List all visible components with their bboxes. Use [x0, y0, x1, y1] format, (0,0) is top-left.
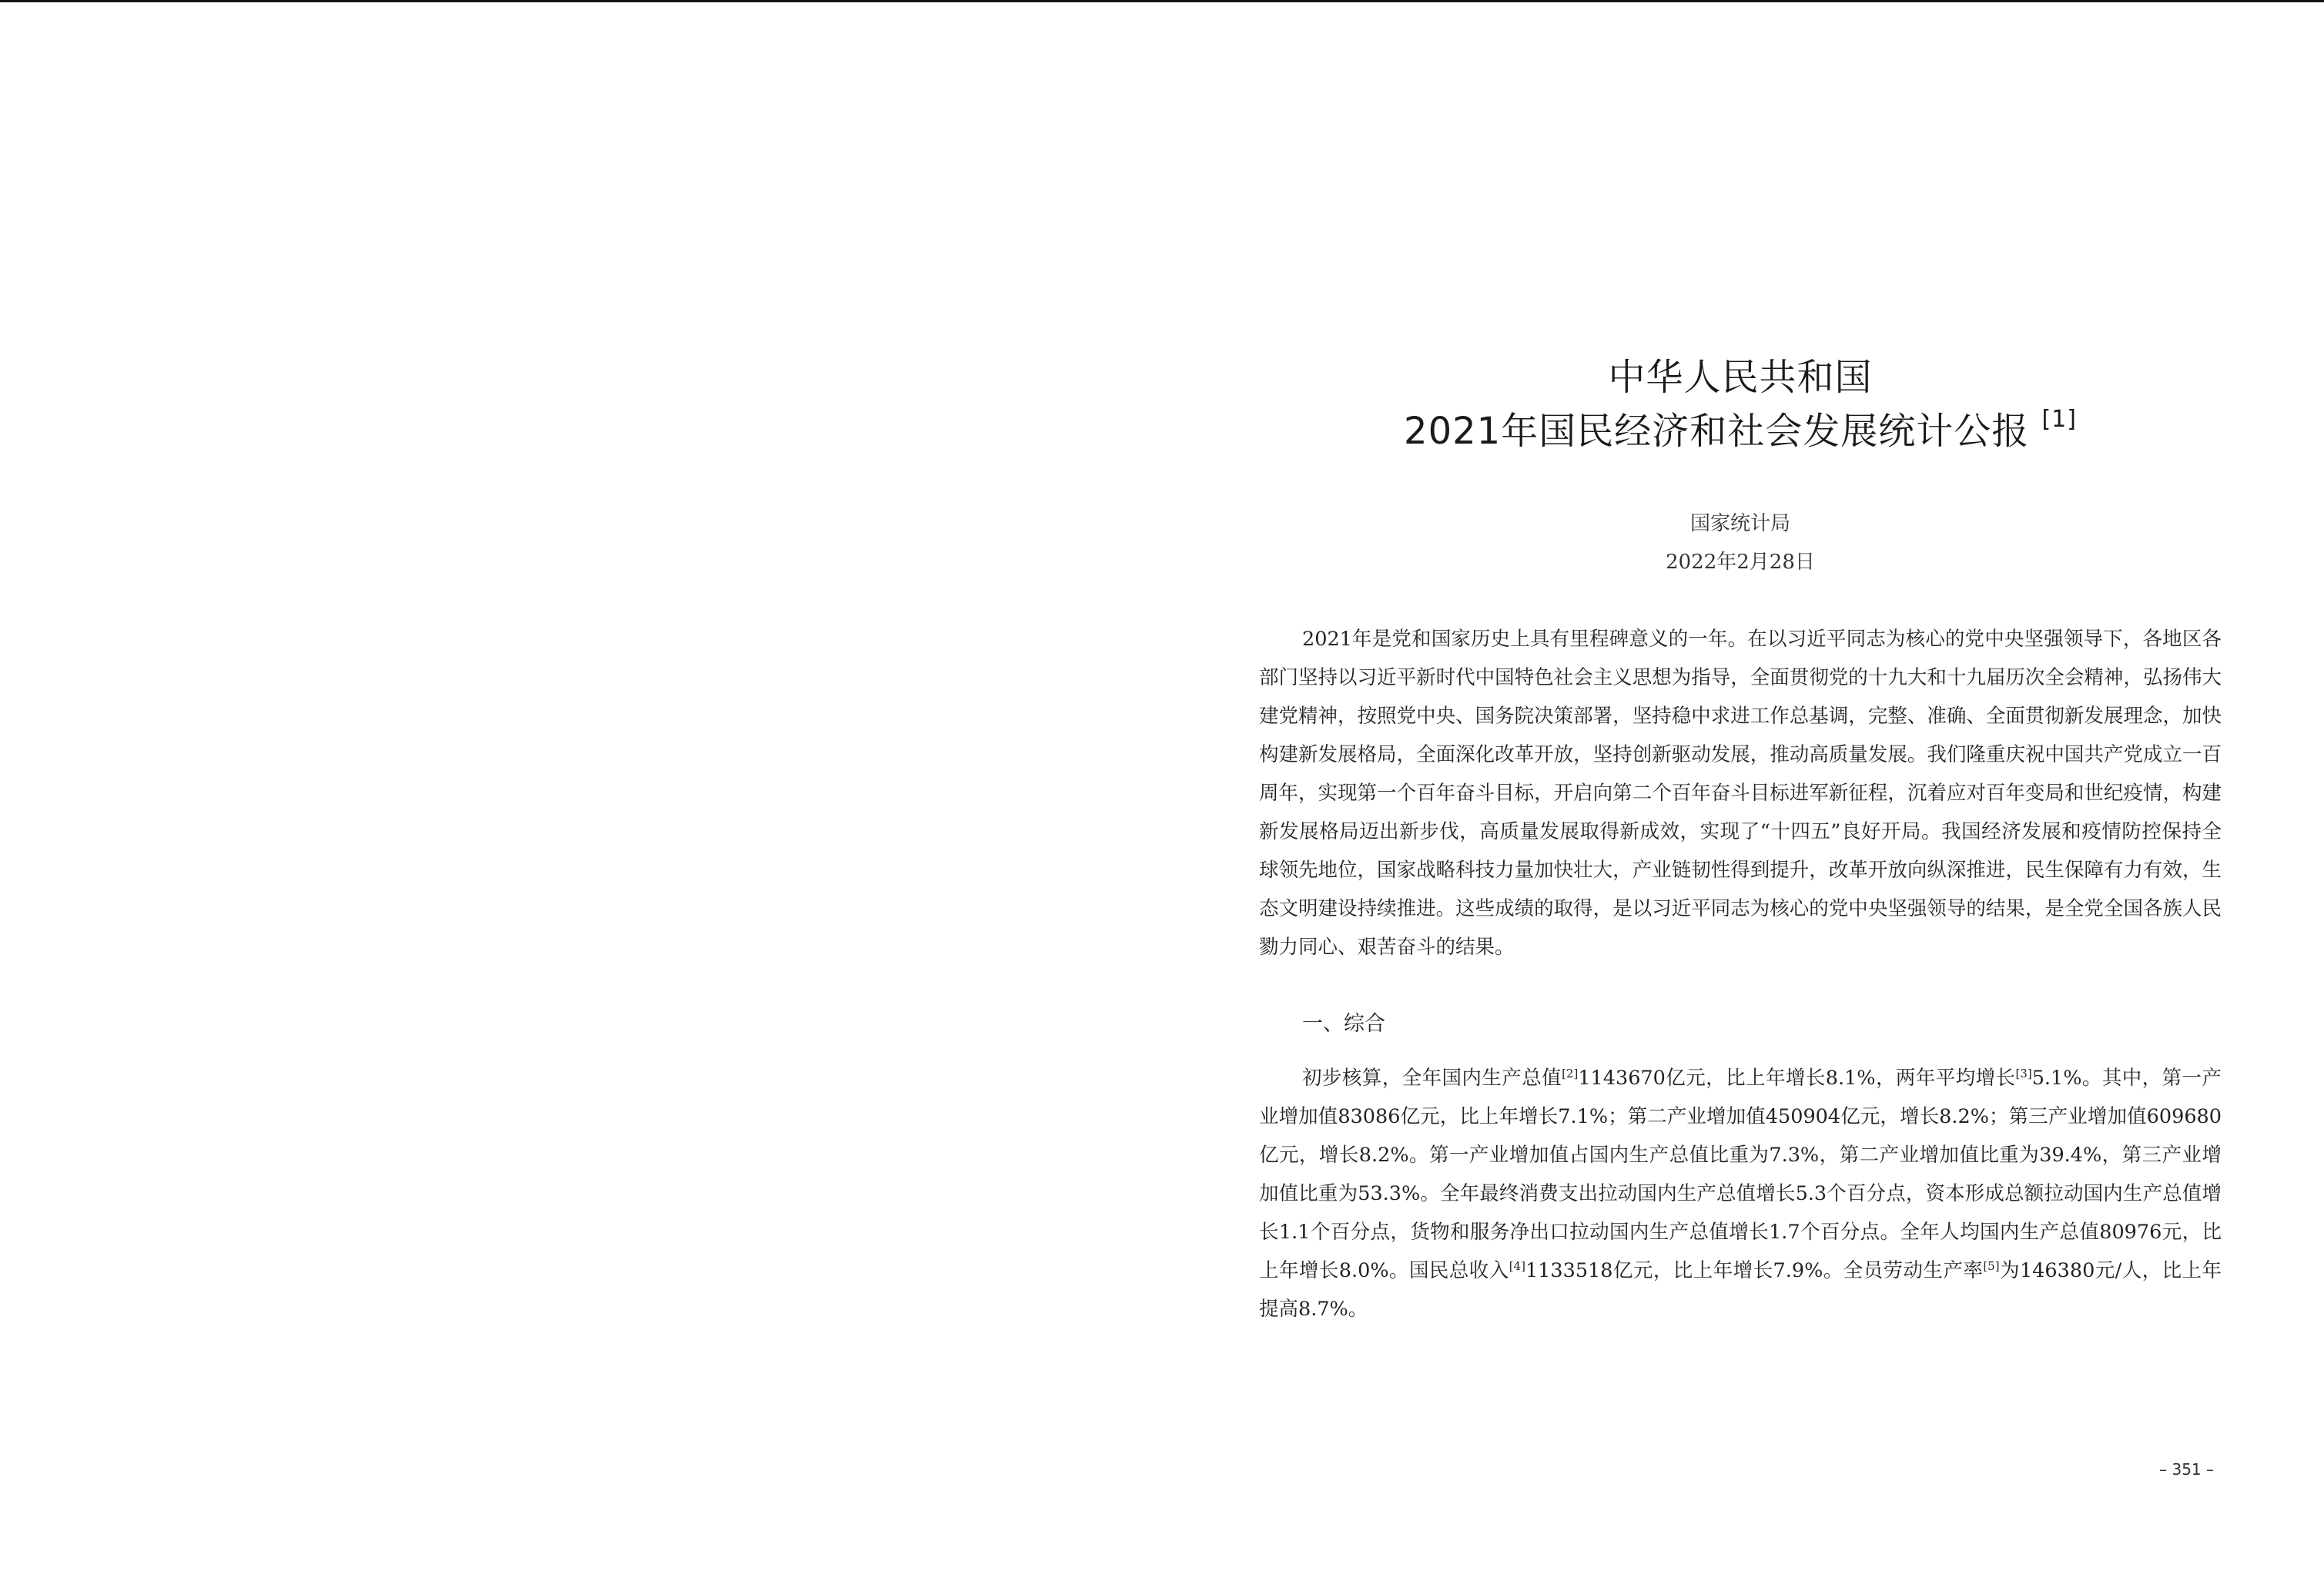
document-title: [1259, 350, 2222, 458]
publish-date: 2022年2月28日: [1666, 551, 1815, 574]
paragraph-text: 1133518亿元，比上年增长7.9%。全员劳动生产率: [1525, 1259, 1984, 1282]
paragraph-text: 为146380元/人，比上年提高8.7%。: [1259, 1259, 2222, 1321]
title-line-2: [1259, 404, 2222, 458]
title-line-1: 中华人民共和国: [1608, 356, 1873, 399]
footnote-marker: [2]: [1562, 1067, 1579, 1080]
paragraph-text: 初步核算，全年国内生产总值: [1302, 1067, 1562, 1090]
footnote-marker: [5]: [1983, 1259, 2000, 1273]
page-number: – 351 –: [2159, 1460, 2214, 1479]
title-line-2-text: 2021年国民经济和社会发展统计公报: [1404, 410, 2030, 453]
intro-paragraph: 2021年是党和国家历史上具有里程碑意义的一年。在以习近平同志为核心的党中央坚强领导下，各地区各部门坚持以习近平新时代中国特色社会主义思想为指导，全面贯彻党的十九大和十九届历次全会精神，弘扬伟大建党精神，按照党中央、国务院决策部署，坚持稳中求进工作总基调，完整、准确、全面贯彻新发展理念，加快构建新发展格局，全面深化改革开放，坚持创新驱动发展，推动高质量发展。我们隆重庆祝中国共产党成立一百周年，实现第一个百年奋斗目标，开启向第二个百年奋斗目标进军新征程，沉着应对百年变局和世纪疫情，构建新发展格局迈出新步伐，高质量发展取得新成效，实现了“十四五”良好开局。我国经济发展和疫情防控保持全球领先地位，国家战略科技力量加快壮大，产业链韧性得到提升，改革开放向纵深推进，民生保障有力有效，生态文明建设持续推进。这些成绩的取得，是以习近平同志为核心的党中央坚强领导的结果，是全党全国各族人民勠力同心、艰苦奋斗的结果。: [1259, 628, 2222, 959]
paragraph-text: 5.1%。其中，第一产业增加值83086亿元，比上年增长7.1%；第二产业增加值450904亿元，增长8.2%；第三产业增加值609680亿元，增长8.2%。第一产业增加值占国内生产总值比重为7.3%，第二产业增加值比重为39.4%，第三产业增加值比重为53.3%。全年最终消费支出拉动国内生产总值增长5.3个百分点，资本形成总额拉动国内生产总值增长1.1个百分点，货物和服务净出口拉动国内生产总值增长1.7个百分点。全年人均国内生产总值80976元，比上年增长8.0%。国民总收入: [1259, 1067, 2222, 1282]
footnote-marker: [4]: [1509, 1259, 1525, 1273]
document-page: [1259, 0, 2222, 1588]
summary-paragraph: [1259, 1059, 2222, 1328]
section-heading: 一、综合: [1302, 1012, 1385, 1036]
title-footnote-marker: [1]: [2041, 406, 2077, 433]
document-meta: [1259, 504, 2222, 581]
footnote-marker: [3]: [2015, 1067, 2032, 1080]
author: 国家统计局: [1689, 512, 1790, 535]
paragraph-text: 1143670亿元，比上年增长8.1%，两年平均增长: [1578, 1067, 2016, 1090]
